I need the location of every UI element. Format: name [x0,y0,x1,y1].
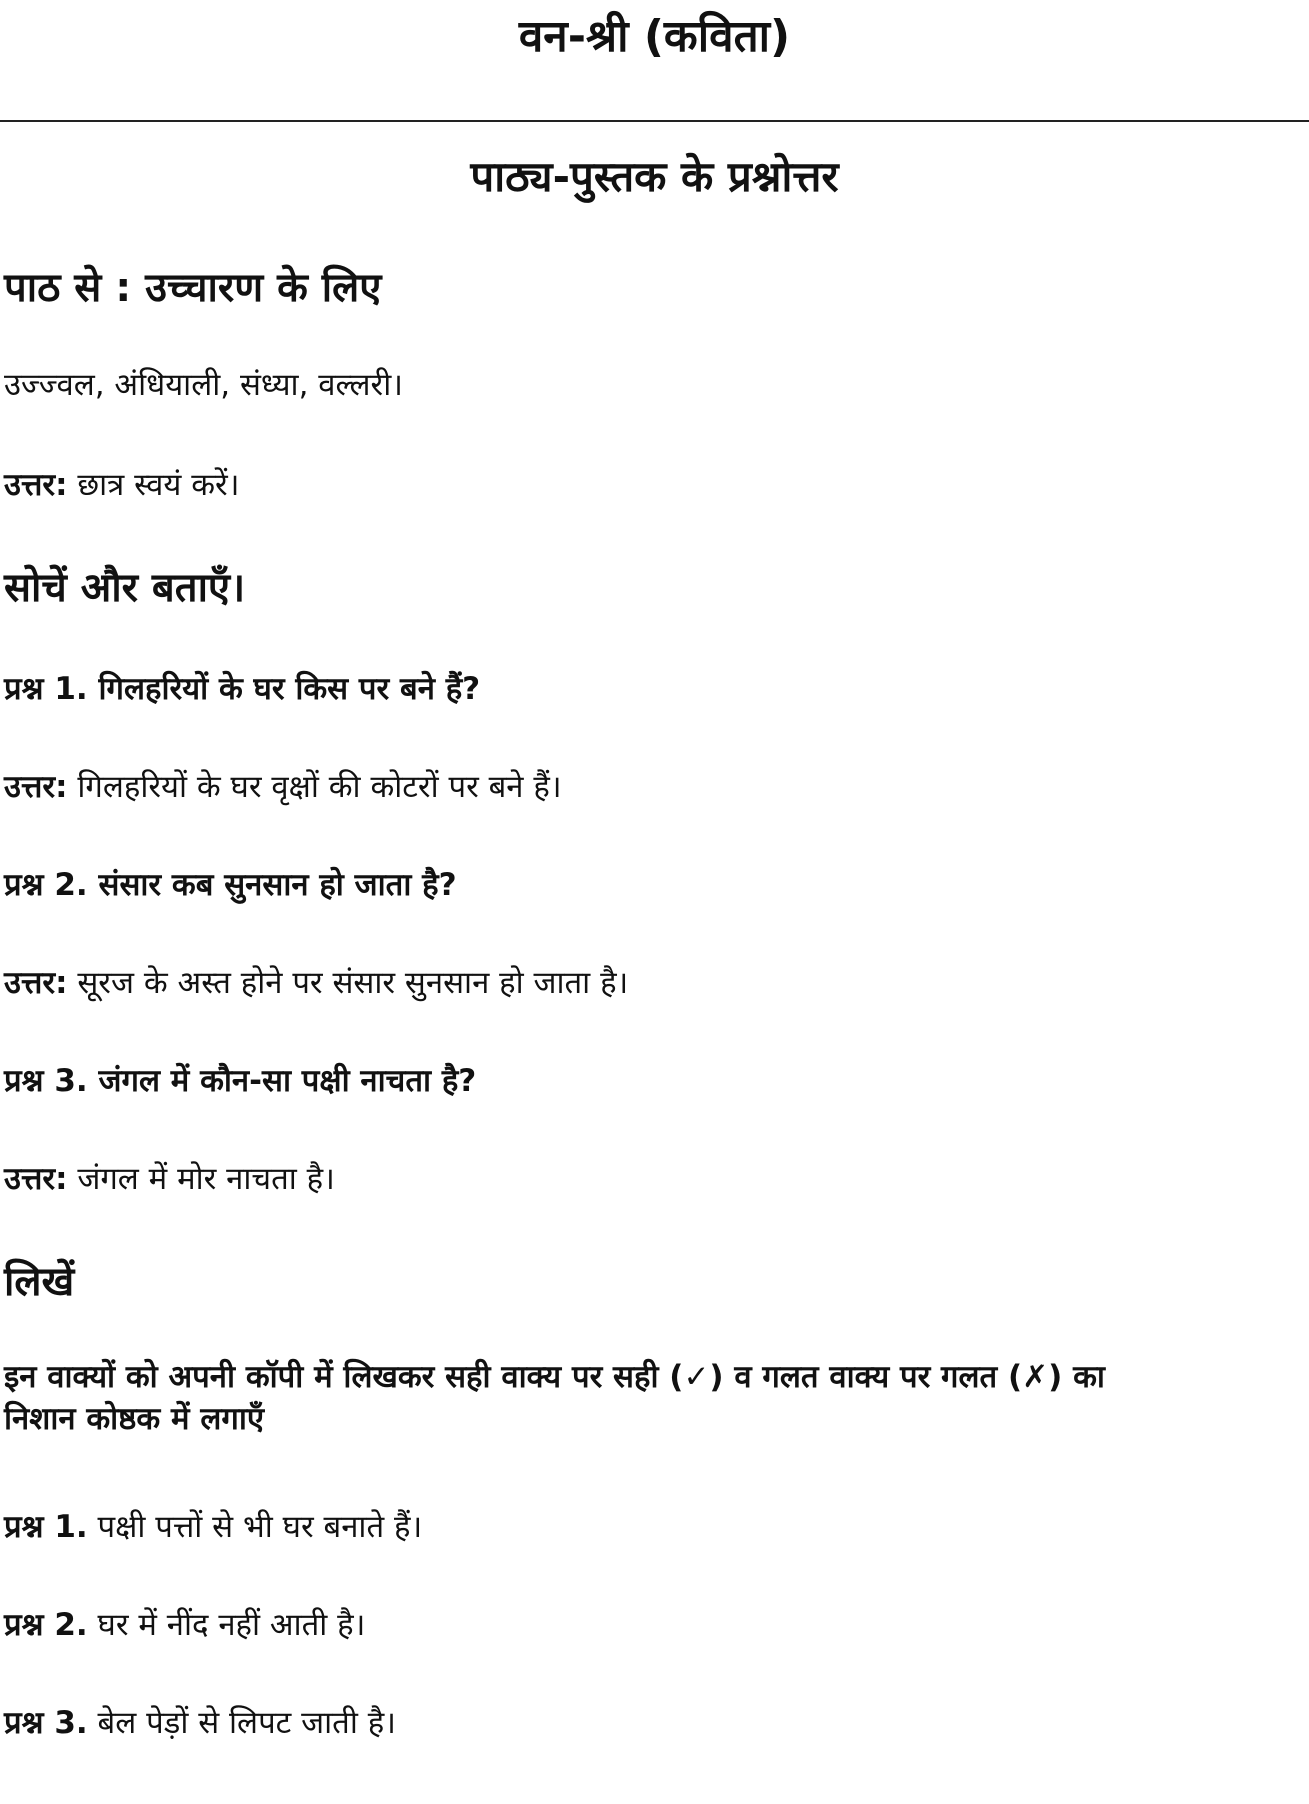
question-3: प्रश्न 3. जंगल में कौन-सा पक्षी नाचता है? [4,1063,477,1099]
item-label: प्रश्न 2. [4,1607,88,1643]
section-heading-write: लिखें [4,1259,75,1305]
list-item [4,1504,1294,1550]
section-heading-pronunciation: पाठ से : उच्चारण के लिए [4,265,382,311]
answer-paragraph [4,462,1294,508]
answer-text: सूरज के अस्त होने पर संसार सुनसान हो जाता है। [67,965,629,1001]
question-2: प्रश्न 2. संसार कब सुनसान हो जाता है? [4,867,457,903]
write-instruction [4,1356,1294,1440]
pronunciation-words: उज्ज्वल, अंधियाली, संध्या, वल्लरी। [4,367,403,403]
answer-paragraph [4,1156,1294,1202]
answer-label: उत्तर: [4,467,68,503]
answer-paragraph [4,960,1294,1006]
instruction-line: निशान कोष्ठक में लगाएँ [4,1401,265,1437]
page-title: वन-श्री (कविता) [518,11,791,62]
answer-text: जंगल में मोर नाचता है। [67,1161,335,1197]
answer-paragraph [4,764,1294,810]
list-item [4,1602,1294,1648]
item-text: घर में नींद नहीं आती है। [87,1607,366,1643]
item-text: पक्षी पत्तों से भी घर बनाते हैं। [87,1509,423,1545]
page-subtitle: पाठ्य-पुस्तक के प्रश्नोत्तर [470,152,839,201]
list-item [4,1700,1294,1746]
answer-text: गिलहरियों के घर वृक्षों की कोटरों पर बने हैं। [67,769,562,805]
answer-label: उत्तर: [4,769,68,805]
answer-label: उत्तर: [4,1161,68,1197]
item-label: प्रश्न 1. [4,1509,88,1545]
item-text: बेल पेड़ों से लिपट जाती है। [87,1705,396,1741]
answer-text: छात्र स्वयं करें। [67,467,240,503]
title-divider [0,120,1309,122]
instruction-line: इन वाक्यों को अपनी कॉपी में लिखकर सही वाक्य पर सही (✓) व गलत वाक्य पर गलत (✗) का [4,1359,1105,1395]
item-label: प्रश्न 3. [4,1705,88,1741]
answer-label: उत्तर: [4,965,68,1001]
section-heading-think-and-tell: सोचें और बताएँ। [4,565,246,611]
question-1: प्रश्न 1. गिलहरियों के घर किस पर बने हैं? [4,671,481,707]
